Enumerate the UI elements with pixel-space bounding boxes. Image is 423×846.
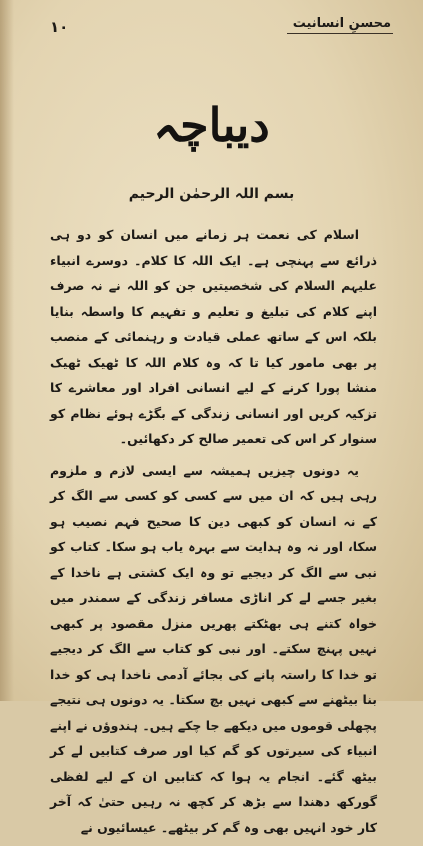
paragraph-2: یہ دونوں چیزیں ہمیشہ سے ایسی لازم و ملزوم رہی ہیں کہ ان میں سے کسی کو کسی سے الگ کر کے نہ انسان کو کبھی دین کا صحیح فہم نصیب ہو سکا، اور نہ وہ ہدایت سے بہرہ یاب ہو سکا۔ کتاب کو نبی سے الگ کر دیجیے تو وہ ایک کشتی ہے ناخدا کے بغیر جسے لے کر اناڑی مسافر زندگی کے سمندر میں خواہ کتنے ہی بھٹکتے پھریں منزل مقصود پر کبھی نہیں پہنچ سکتے۔ اور نبی کو کتاب سے الگ کر دیجیے تو خدا کا راستہ پانے کی بجائے آدمی ناخدا ہی کو خدا بنا بیٹھنے سے کبھی نہیں بچ سکتا۔ یہ دونوں ہی نتیجے پچھلی قوموں میں دیکھے جا چکے ہیں۔ ہندوؤں نے اپنے انبیاء کی سیرتوں کو گم کیا اور صرف کتابیں لے کر بیٹھ گئے۔ انجام یہ ہوا کہ کتابیں ان کے لیے لفظی گورکھ دھندا سے بڑھ کر کچھ نہ رہیں حتیٰ کہ آخر کار خود انہیں بھی وہ گم کر بیٹھے۔ عیسائیوں نے — [50, 462, 377, 835]
page-title: دیباچہ — [153, 98, 270, 152]
running-head: محسنِ انسانیت — [287, 16, 393, 34]
bismillah-line: بسم اللہ الرحمٰن الرحیم — [128, 186, 295, 202]
page-header — [36, 14, 393, 44]
body-text — [50, 222, 377, 846]
paragraph-1: اسلام کی نعمت ہر زمانے میں انسان کو دو ہی ذرائع سے پہنچی ہے۔ ایک اللہ کا کلام۔ دوسرے انبیاء علیہم السلام کی شخصیتیں جن کو اللہ نے نہ صرف اپنے کلام کی تبلیغ و تعلیم و تفہیم کا واسطہ بنایا بلکہ اس کے ساتھ عملی قیادت و رہنمائی کے منصب پر بھی مامور کیا تا کہ وہ کلام اللہ کا ٹھیک ٹھیک منشا پورا کرنے کے لیے انسانی افراد اور معاشرے کا تزکیہ کریں اور انسانی زندگی کے بگڑے ہوئے نظام کو سنوار کر اس کی تعمیر صالح کر دکھائیں۔ — [50, 227, 377, 446]
page-number: ۱۰ — [50, 18, 69, 36]
